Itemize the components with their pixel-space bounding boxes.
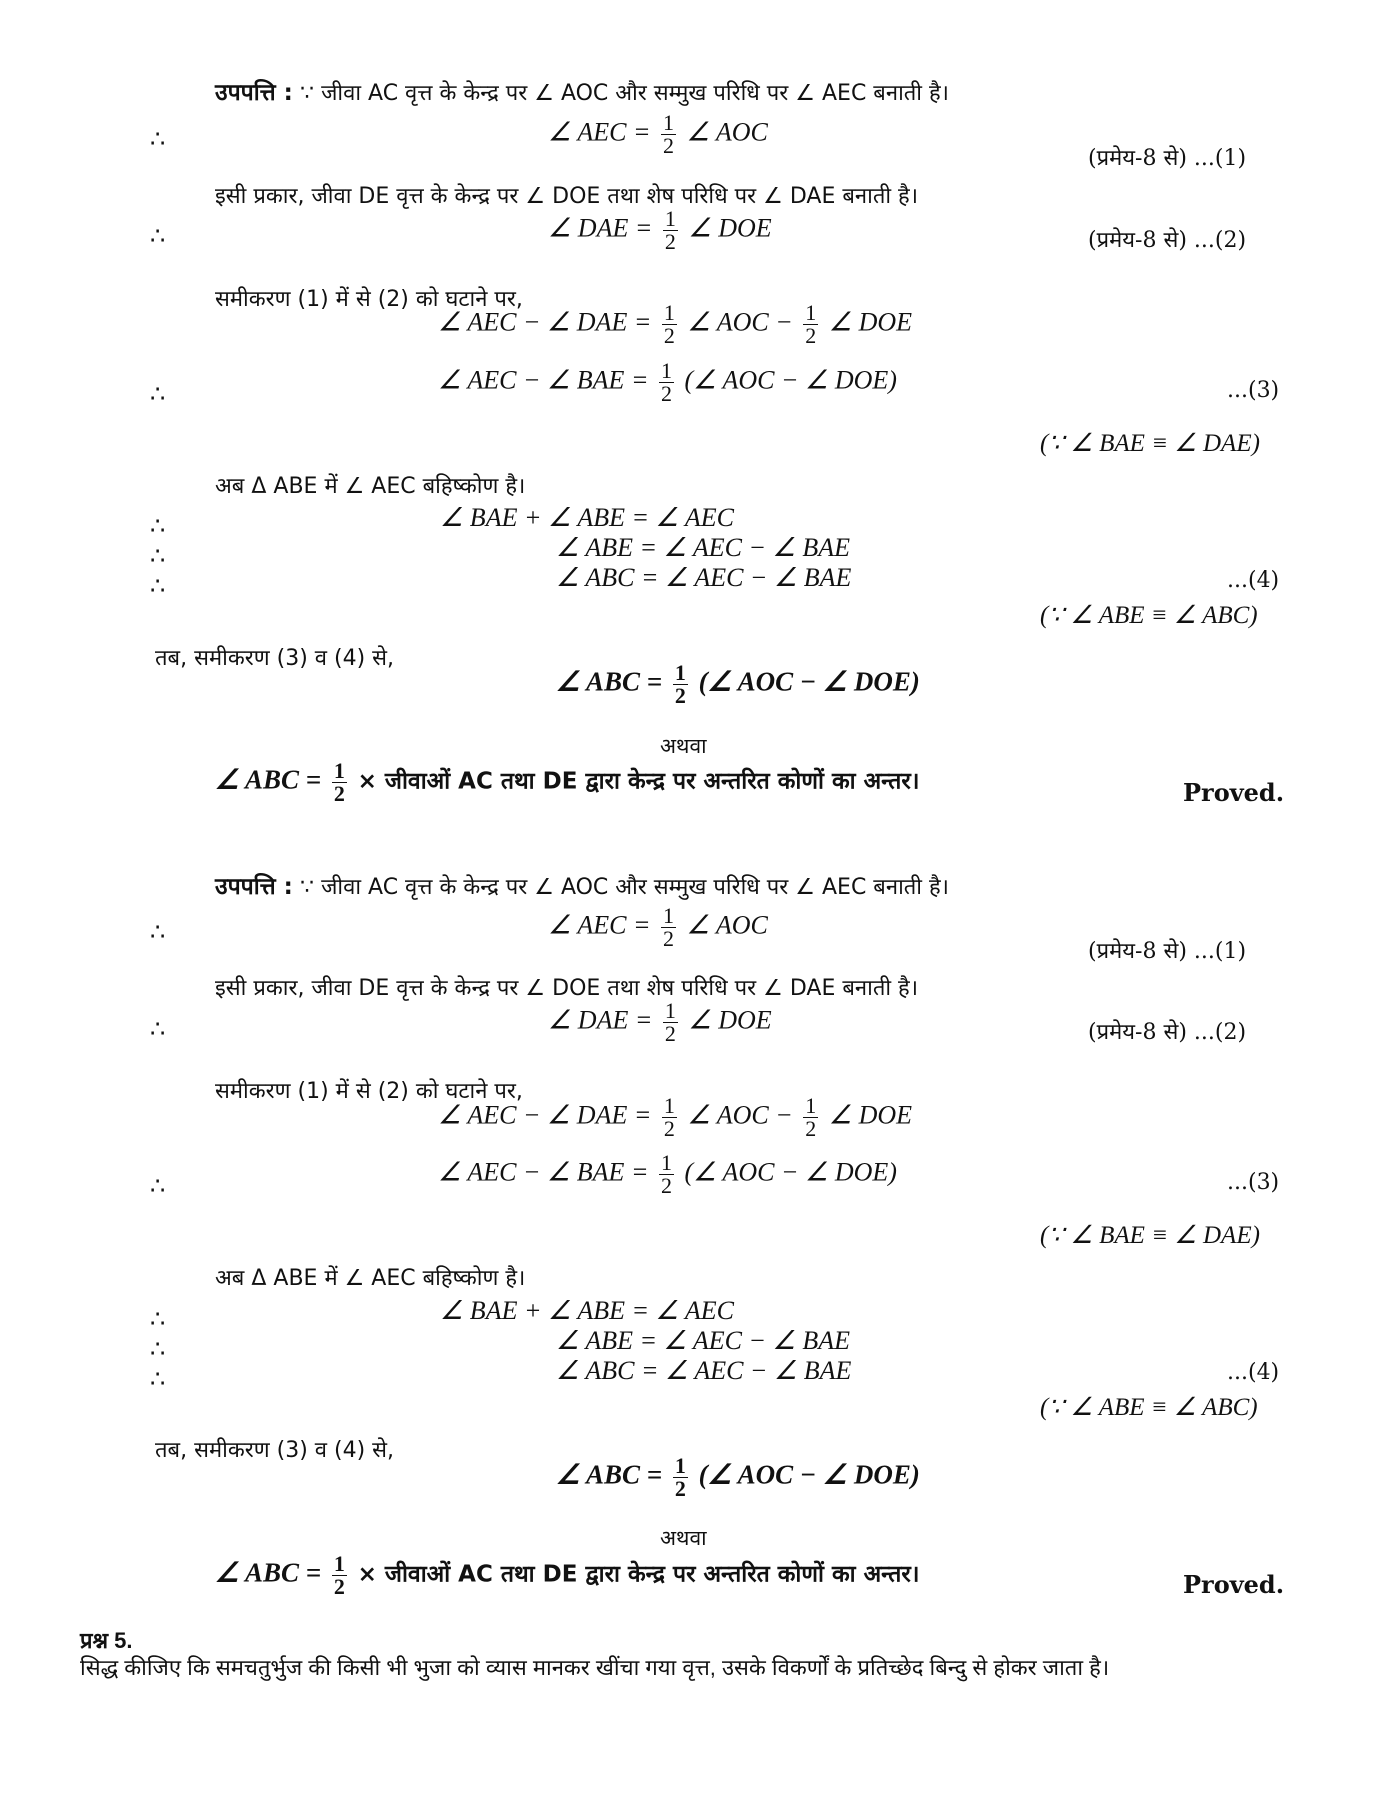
equation-1 <box>548 112 768 157</box>
proof-line-4: अब Δ ABE में ∠ AEC बहिष्कोण है। <box>215 1266 526 1291</box>
therefore-symbol: ∴ <box>150 1365 166 1393</box>
equation-4 <box>438 360 897 405</box>
fraction-half: $\frac{1}{2}$ <box>664 206 676 254</box>
fraction-half: $\frac{1}{2}$ <box>661 358 672 406</box>
therefore-symbol: ∴ <box>150 1305 166 1333</box>
fraction-half: $\frac{1}{2}$ <box>333 1551 345 1599</box>
equation-2 <box>548 208 772 253</box>
equation-lhs: ∠ AEC = <box>548 910 651 940</box>
proof-line-4: अब Δ ABE में ∠ AEC बहिष्कोण है। <box>215 474 526 499</box>
equation-tag: (प्रमेय-8 से) ...(1) <box>1088 939 1247 964</box>
equation-note: (∵ ∠ ABE ≡ ∠ ABC) <box>1040 1394 1258 1421</box>
fraction-half: $\frac{1}{2}$ <box>674 660 686 708</box>
proof-statement: ∵ जीवा AC वृत्त के केन्द्र पर ∠ AOC और सम्मुख परिधि पर ∠ AEC बनाती है। <box>300 875 950 900</box>
equation-lhs: ∠ ABC = <box>556 1459 663 1490</box>
equation-5: ∠ BAE + ∠ ABE = ∠ AEC <box>440 1296 734 1325</box>
equation-mid: ∠ AOC − <box>687 307 793 337</box>
equation-tag: ...(4) <box>1227 1360 1280 1385</box>
fraction-half: $\frac{1}{2}$ <box>663 1093 675 1141</box>
proof-line-2: इसी प्रकार, जीवा DE वृत्त के केन्द्र पर ∠ DOE तथा शेष परिधि पर ∠ DAE बनाती है। <box>215 976 919 1001</box>
therefore-symbol: ∴ <box>150 918 166 946</box>
equation-note: (∵ ∠ ABE ≡ ∠ ABC) <box>1040 602 1258 629</box>
proof-line-5: तब, समीकरण (3) व (4) से, <box>155 1438 395 1463</box>
equation-tag: (प्रमेय-8 से) ...(2) <box>1088 228 1247 253</box>
therefore-symbol: ∴ <box>150 1172 166 1200</box>
therefore-symbol: ∴ <box>150 1015 166 1043</box>
proof-line-2: इसी प्रकार, जीवा DE वृत्त के केन्द्र पर ∠ DOE तथा शेष परिधि पर ∠ DAE बनाती है। <box>215 184 919 209</box>
equation-lhs: ∠ AEC = <box>548 117 651 147</box>
proved-label: Proved. <box>1183 1570 1285 1599</box>
therefore-symbol: ∴ <box>150 380 166 408</box>
athva-text: अथवा <box>660 734 707 758</box>
equation-1 <box>548 905 768 950</box>
question-text: सिद्ध कीजिए कि समचतुर्भुज की किसी भी भुजा को व्यास मानकर खींचा गया वृत्त, उसके विकर्णों के प्रतिच्छेद बिन्दु से होकर जाता है। <box>80 1655 1110 1680</box>
equation-rhs: ∠ DOE <box>828 1100 913 1130</box>
equation-rhs: (∠ AOC − ∠ DOE) <box>684 1157 897 1187</box>
fraction-half: $\frac{1}{2}$ <box>663 300 675 348</box>
equation-rhs: ∠ AOC <box>686 910 768 940</box>
therefore-symbol: ∴ <box>150 572 166 600</box>
therefore-symbol: ∴ <box>150 542 166 570</box>
fraction-half: $\frac{1}{2}$ <box>663 903 674 951</box>
equation-6: ∠ ABE = ∠ AEC − ∠ BAE <box>556 1326 850 1355</box>
fraction-half: $\frac{1}{2}$ <box>805 1093 817 1141</box>
final-statement: × जीवाओं AC तथा DE द्वारा केन्द्र पर अन्तरित कोणों का अन्तर। <box>357 1561 920 1588</box>
equation-lhs: ∠ ABC = <box>556 666 663 697</box>
equation-lhs: ∠ AEC − ∠ DAE = <box>438 307 652 337</box>
equation-rhs: ∠ DOE <box>828 307 913 337</box>
equation-tag: ...(3) <box>1227 1170 1280 1195</box>
fraction-half: $\frac{1}{2}$ <box>805 300 817 348</box>
proof-line-5: तब, समीकरण (3) व (4) से, <box>155 646 395 671</box>
proof-statement: ∵ जीवा AC वृत्त के केन्द्र पर ∠ AOC और सम्मुख परिधि पर ∠ AEC बनाती है। <box>300 81 950 106</box>
equation-5: ∠ BAE + ∠ ABE = ∠ AEC <box>440 503 734 532</box>
therefore-symbol: ∴ <box>150 1335 166 1363</box>
equation-lhs: ∠ DAE = <box>548 213 653 243</box>
equation-lhs: ∠ AEC − ∠ BAE = <box>438 1157 649 1187</box>
final-statement: × जीवाओं AC तथा DE द्वारा केन्द्र पर अन्तरित कोणों का अन्तर। <box>357 768 920 795</box>
fraction-half: $\frac{1}{2}$ <box>674 1453 686 1501</box>
question-number: प्रश्न 5. <box>80 1628 133 1653</box>
question-label <box>80 1625 133 1655</box>
equation-7: ∠ ABC = ∠ AEC − ∠ BAE <box>556 1356 852 1385</box>
equation-lhs: ∠ ABC = <box>215 764 322 795</box>
fraction-half: $\frac{1}{2}$ <box>663 110 674 158</box>
proof-line-1 <box>215 872 949 903</box>
fraction-half: $\frac{1}{2}$ <box>333 758 345 806</box>
fraction-half: $\frac{1}{2}$ <box>661 1150 672 1198</box>
therefore-symbol: ∴ <box>150 512 166 540</box>
proof-line-1 <box>215 78 949 109</box>
equation-lhs: ∠ AEC − ∠ BAE = <box>438 365 649 395</box>
equation-4 <box>438 1152 897 1197</box>
therefore-symbol: ∴ <box>150 125 166 153</box>
proof-line-3: समीकरण (1) में से (2) को घटाने पर, <box>215 1079 523 1104</box>
fraction-half: $\frac{1}{2}$ <box>664 998 676 1046</box>
therefore-symbol: ∴ <box>150 222 166 250</box>
equation-rhs: ∠ AOC <box>686 117 768 147</box>
equation-3 <box>438 302 912 347</box>
equation-tag: ...(4) <box>1227 568 1280 593</box>
final-equation <box>215 1553 919 1598</box>
equation-lhs: ∠ AEC − ∠ DAE = <box>438 1100 652 1130</box>
equation-rhs: ∠ DOE <box>688 213 772 243</box>
equation-tag: (प्रमेय-8 से) ...(2) <box>1088 1020 1247 1045</box>
equation-note: (∵ ∠ BAE ≡ ∠ DAE) <box>1040 430 1260 457</box>
equation-lhs: ∠ DAE = <box>548 1005 653 1035</box>
athva-text: अथवा <box>660 1526 707 1550</box>
equation-lhs: ∠ ABC = <box>215 1557 322 1588</box>
equation-6: ∠ ABE = ∠ AEC − ∠ BAE <box>556 533 850 562</box>
proof-label: उपपत्ति : <box>215 874 293 900</box>
equation-rhs: ∠ DOE <box>688 1005 772 1035</box>
equation-3 <box>438 1095 912 1140</box>
proved-label: Proved. <box>1183 778 1285 807</box>
equation-tag: (प्रमेय-8 से) ...(1) <box>1088 146 1247 171</box>
equation-rhs: (∠ AOC − ∠ DOE) <box>684 365 897 395</box>
equation-7: ∠ ABC = ∠ AEC − ∠ BAE <box>556 563 852 592</box>
equation-note: (∵ ∠ BAE ≡ ∠ DAE) <box>1040 1222 1260 1249</box>
equation-2 <box>548 1000 772 1045</box>
proof-line-3: समीकरण (1) में से (2) को घटाने पर, <box>215 287 523 312</box>
equation-8 <box>556 662 920 707</box>
equation-rhs: (∠ AOC − ∠ DOE) <box>698 1459 920 1490</box>
proof-label: उपपत्ति : <box>215 80 293 106</box>
equation-rhs: (∠ AOC − ∠ DOE) <box>698 666 920 697</box>
equation-mid: ∠ AOC − <box>687 1100 793 1130</box>
equation-tag: ...(3) <box>1227 378 1280 403</box>
final-equation <box>215 760 919 805</box>
equation-8 <box>556 1455 920 1500</box>
